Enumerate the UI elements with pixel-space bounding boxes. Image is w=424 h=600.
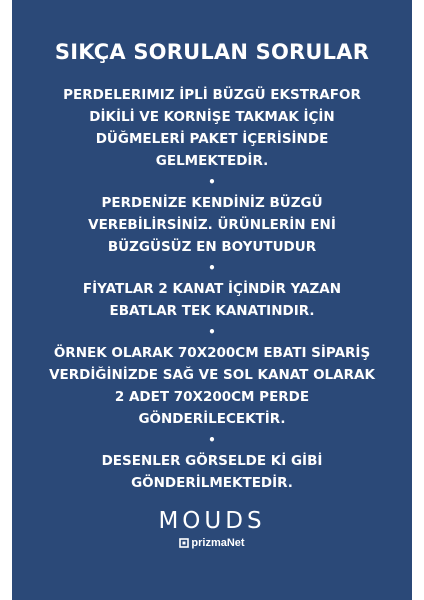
bullet-separator: • bbox=[208, 261, 216, 275]
faq-item-1: PERDELERIMIZ İPLİ BÜZGÜ EKSTRAFOR DİKİLİ VE KORNİŞE TAKMAK İÇİN DÜĞMELERİ PAKET İÇERİSİNDE GELMEKTEDİR. bbox=[63, 87, 361, 169]
bullet-separator: • bbox=[208, 325, 216, 339]
prizma-icon bbox=[179, 538, 189, 548]
brand-logo bbox=[12, 508, 412, 549]
sub-brand-label: prizmaNet bbox=[191, 537, 245, 549]
sub-brand bbox=[179, 537, 244, 549]
faq-item-4: ÖRNEK OLARAK 70X200CM EBATI SİPARİŞ VERDİĞİNİZDE SAĞ VE SOL KANAT OLARAK 2 ADET 70X200CM PERDE GÖNDERİLECEKTİR. bbox=[49, 345, 375, 427]
bullet-separator: • bbox=[208, 433, 216, 447]
faq-card bbox=[12, 0, 412, 600]
bullet-separator: • bbox=[208, 175, 216, 189]
faq-item-5: DESENLER GÖRSELDE Kİ GİBİ GÖNDERİLMEKTEDİR. bbox=[101, 453, 323, 491]
faq-item-3: FİYATLAR 2 KANAT İÇİNDİR YAZAN EBATLAR TEK KANATINDIR. bbox=[82, 281, 342, 319]
page-title: SIKÇA SORULAN SORULAR bbox=[54, 40, 370, 64]
faq-item-2: PERDENİZE KENDİNİZ BÜZGÜ VEREBİLİRSİNİZ. ÜRÜNLERİN ENİ BÜZGÜSÜZ EN BOYUTUDUR bbox=[88, 195, 336, 255]
faq-list bbox=[12, 84, 412, 494]
logo-wordmark: MOUDS bbox=[158, 508, 266, 534]
